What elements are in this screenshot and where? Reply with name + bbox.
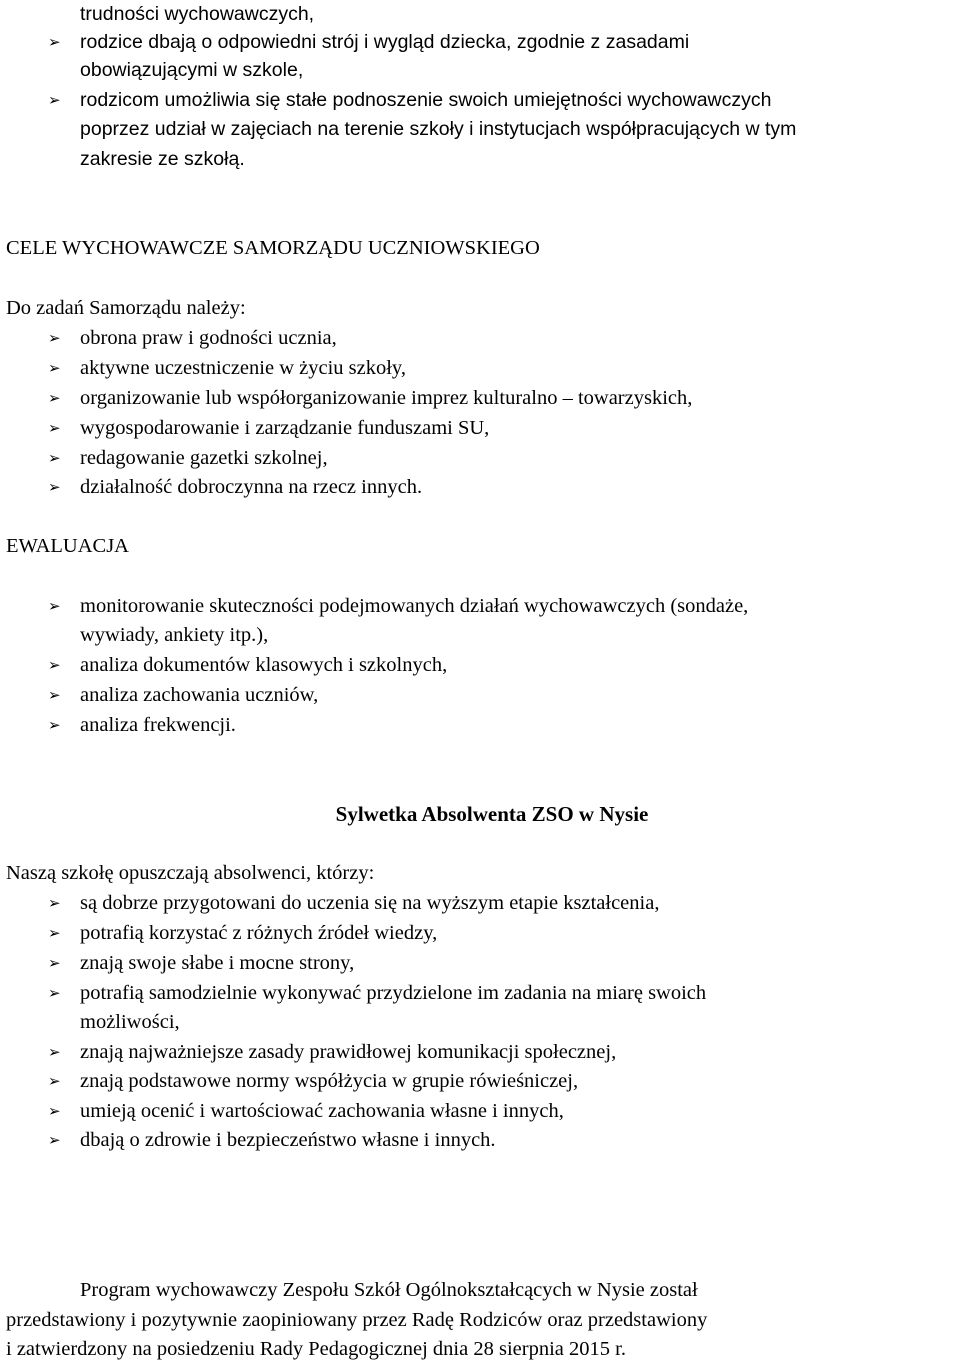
list-item-continuation: możliwości, <box>80 1011 180 1033</box>
closing-line-3: i zatwierdzony na posiedzeniu Rady Pedagogicznej dnia 28 sierpnia 2015 r. <box>6 1338 626 1360</box>
section-heading-samorzad: CELE WYCHOWAWCZE SAMORZĄDU UCZNIOWSKIEGO <box>6 237 540 259</box>
list-item-continuation: zakresie ze szkołą. <box>80 148 245 170</box>
list-item: ➢ organizowanie lub współorganizowanie imprez kulturalno – towarzyskich, <box>48 384 692 412</box>
list-item: ➢ wygospodarowanie i zarządzanie funduszami SU, <box>48 414 489 442</box>
list-item: ➢ redagowanie gazetki szkolnej, <box>48 444 328 472</box>
arrow-bullet-icon: ➢ <box>48 597 61 615</box>
arrow-bullet-icon: ➢ <box>48 329 61 347</box>
arrow-bullet-icon: ➢ <box>48 1043 61 1061</box>
samorzad-intro: Do zadań Samorządu należy: <box>6 297 246 319</box>
arrow-bullet-icon: ➢ <box>48 716 61 734</box>
arrow-bullet-icon: ➢ <box>48 924 61 942</box>
list-item: ➢ rodzice dbają o odpowiedni strój i wygląd dziecka, zgodnie z zasadami <box>48 28 689 56</box>
arrow-bullet-icon: ➢ <box>48 686 61 704</box>
list-item-continuation: wywiady, ankiety itp.), <box>80 624 269 646</box>
arrow-bullet-icon: ➢ <box>48 656 61 674</box>
section-title-sylwetka: Sylwetka Absolwenta ZSO w Nysie <box>335 802 649 826</box>
arrow-bullet-icon: ➢ <box>48 1072 61 1090</box>
list-item: ➢ działalność dobroczynna na rzecz innych. <box>48 473 422 501</box>
arrow-bullet-icon: ➢ <box>48 419 61 437</box>
list-item: ➢ znają najważniejsze zasady prawidłowej komunikacji społecznej, <box>48 1038 616 1066</box>
list-item: ➢ są dobrze przygotowani do uczenia się na wyższym etapie kształcenia, <box>48 889 659 917</box>
list-item: ➢ znają swoje słabe i mocne strony, <box>48 949 354 977</box>
list-item: ➢ analiza dokumentów klasowych i szkolnych, <box>48 651 447 679</box>
sylwetka-intro: Naszą szkołę opuszczają absolwenci, którzy: <box>6 862 375 884</box>
closing-line-1: Program wychowawczy Zespołu Szkół Ogólnokształcących w Nysie został <box>80 1279 698 1301</box>
list-item: ➢ analiza frekwencji. <box>48 711 236 739</box>
list-item: ➢ analiza zachowania uczniów, <box>48 681 318 709</box>
arrow-bullet-icon: ➢ <box>48 478 61 496</box>
arrow-bullet-icon: ➢ <box>48 984 61 1002</box>
list-item: ➢ monitorowanie skuteczności podejmowanych działań wychowawczych (sondaże, <box>48 592 748 620</box>
arrow-bullet-icon: ➢ <box>48 359 61 377</box>
list-item: ➢ aktywne uczestniczenie w życiu szkoły, <box>48 354 406 382</box>
section-heading-ewaluacja: EWALUACJA <box>6 535 129 557</box>
list-item: ➢ potrafią korzystać z różnych źródeł wiedzy, <box>48 919 437 947</box>
arrow-bullet-icon: ➢ <box>48 389 61 407</box>
closing-line-2: przedstawiony i pozytywnie zaopiniowany przez Radę Rodziców oraz przedstawiony <box>6 1309 708 1331</box>
arrow-bullet-icon: ➢ <box>48 1131 61 1149</box>
list-item: ➢ obrona praw i godności ucznia, <box>48 324 337 352</box>
arrow-bullet-icon: ➢ <box>48 91 61 109</box>
arrow-bullet-icon: ➢ <box>48 954 61 972</box>
list-item-continuation: poprzez udział w zajęciach na terenie szkoły i instytucjach współpracujących w tym <box>80 118 797 140</box>
arrow-bullet-icon: ➢ <box>48 1102 61 1120</box>
list-item: ➢ dbają o zdrowie i bezpieczeństwo własne i innych. <box>48 1126 496 1154</box>
arrow-bullet-icon: ➢ <box>48 449 61 467</box>
intro-line-1: trudności wychowawczych, <box>80 3 315 25</box>
list-item: ➢ umieją ocenić i wartościować zachowania własne i innych, <box>48 1097 564 1125</box>
list-item: ➢ rodzicom umożliwia się stałe podnoszenie swoich umiejętności wychowawczych <box>48 86 771 114</box>
list-item: ➢ potrafią samodzielnie wykonywać przydzielone im zadania na miarę swoich <box>48 979 706 1007</box>
arrow-bullet-icon: ➢ <box>48 33 61 51</box>
arrow-bullet-icon: ➢ <box>48 894 61 912</box>
list-item: ➢ znają podstawowe normy współżycia w grupie rówieśniczej, <box>48 1067 578 1095</box>
list-item-continuation: obowiązującymi w szkole, <box>80 59 304 81</box>
